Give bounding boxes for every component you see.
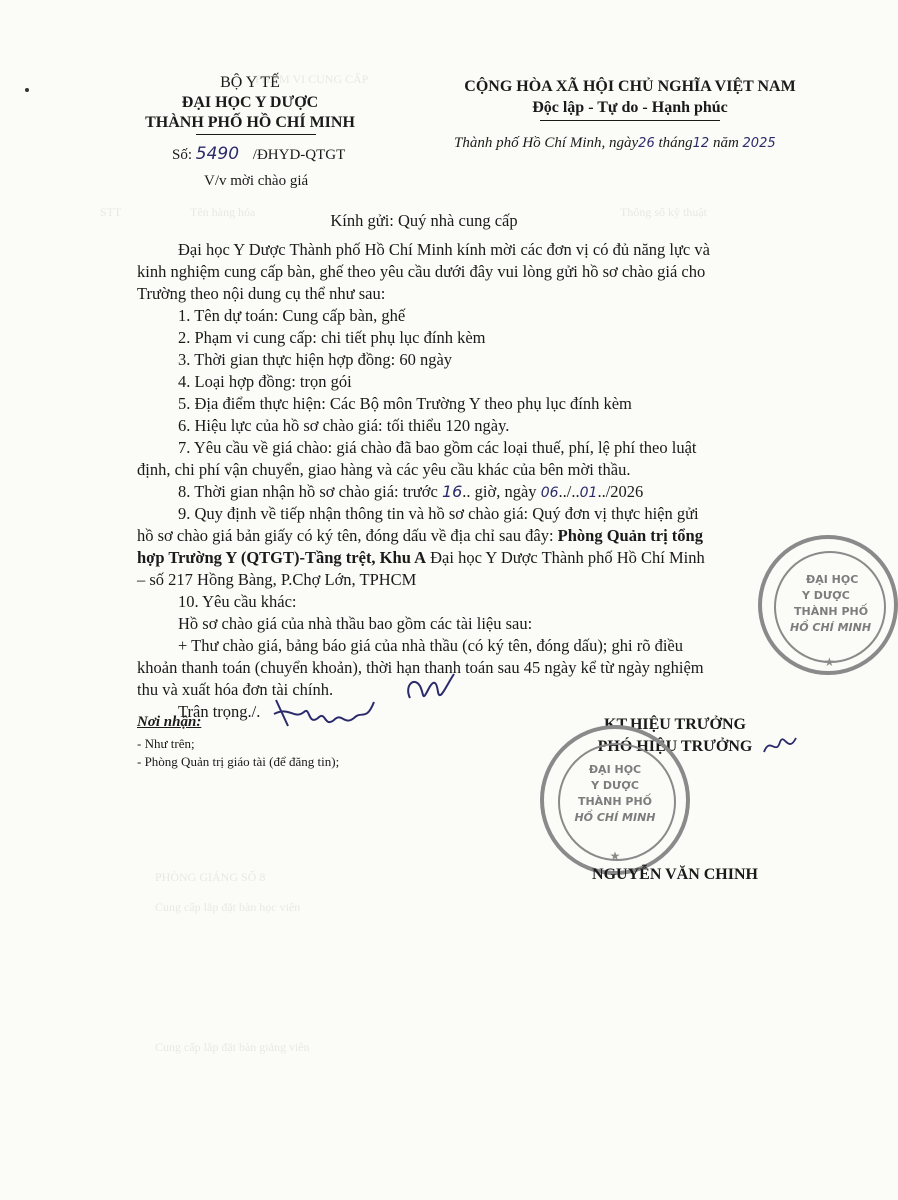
item-9-text-2: Đại học Y Dược Thành phố Hồ Chí Minh (430, 548, 705, 567)
handwritten-signature-left (270, 692, 380, 732)
header-right-underline (540, 120, 720, 121)
item-1: 1. Tên dự toán: Cung cấp bàn, ghế (178, 306, 406, 325)
initial-scribble (402, 668, 462, 710)
item-10: 10. Yêu cầu khác: (178, 592, 297, 611)
item-10-a: Hồ sơ chào giá của nhà thầu bao gồm các tài liệu sau: (178, 614, 533, 633)
item-8-day: 06 (540, 485, 559, 501)
issue-date (454, 135, 776, 152)
item-9-bold-2: hợp Trường Y (QTGT)-Tầng trệt, Khu A (137, 548, 426, 567)
signer-role-2: PHÓ HIỆU TRƯỞNG (597, 738, 753, 755)
stamp-star-icon: ★ (609, 849, 621, 863)
header-left-underline (196, 134, 316, 135)
recipient-1: - Như trên; (137, 736, 195, 751)
item-9-line-2 (137, 525, 703, 547)
stamp-line-1: ĐẠI HỌC (588, 763, 642, 776)
stamp-line-2: Y DƯỢC (591, 779, 639, 792)
date-year: 2025 (742, 136, 776, 151)
item-9-text-1: hồ sơ chào giá bản giấy có ký tên, đóng dấu về địa chỉ sau đây: (137, 526, 554, 545)
recipients-title: Nơi nhận: (137, 714, 202, 730)
official-stamp (540, 725, 690, 875)
partial-stamp (758, 535, 898, 675)
item-7-line-1: 7. Yêu cầu về giá chào: giá chào đã bao gồm các loại thuế, phí, lệ phí theo luật (178, 438, 697, 457)
item-8-mid: .. giờ, ngày (462, 482, 537, 501)
partial-stamp-line-1: ĐẠI HỌC (806, 573, 859, 586)
item-10-c: khoản thanh toán (chuyển khoản), thời hạn thanh toán sau 45 ngày kể từ ngày nghiệm (137, 658, 704, 677)
partial-stamp-line-2: Y DƯỢC (802, 589, 850, 602)
closing-line: Trân trọng./. (178, 702, 261, 721)
date-day: 26 (638, 136, 655, 151)
document-number (172, 144, 345, 164)
item-8-sep: ../.. (558, 482, 580, 501)
signer-role-1: KT.HIỆU TRƯỞNG (604, 716, 746, 733)
intro-line-3: Trường theo nội dung cụ thể như sau: (137, 284, 386, 303)
university-name-line1: ĐẠI HỌC Y DƯỢC (181, 94, 319, 111)
item-9-line-1: 9. Quy định về tiếp nhận thông tin và hồ sơ chào giá: Quý đơn vị thực hiện gửi (178, 504, 699, 523)
item-9-line-3 (137, 547, 705, 569)
date-month: 12 (692, 136, 710, 151)
item-2: 2. Phạm vi cung cấp: chi tiết phụ lục đính kèm (178, 328, 486, 347)
doc-no-prefix: Số: (172, 147, 193, 163)
date-year-label: năm (712, 135, 739, 151)
intro-line-2: kinh nghiệm cung cấp bàn, ghế theo yêu cầu dưới đây vui lòng gửi hồ sơ chào giá cho (137, 262, 706, 281)
signer-name: NGUYỄN VĂN CHINH (592, 866, 758, 883)
item-5: 5. Địa điểm thực hiện: Các Bộ môn Trường Y theo phụ lục đính kèm (178, 394, 632, 413)
item-8-hour: 16 (441, 482, 463, 501)
signer-mark (760, 730, 800, 760)
recipient-2: - Phòng Quản trị giáo tài (để đăng tin); (137, 754, 340, 769)
item-10-d: thu và xuất hóa đơn tài chính. (137, 680, 334, 699)
item-8-end: ../2026 (597, 482, 644, 501)
scan-speck (25, 88, 29, 92)
item-7-line-2: định, chi phí vận chuyển, giao hàng và các yêu cầu khác của bên mời thầu. (137, 460, 631, 479)
date-month-label: tháng (658, 135, 693, 151)
item-6: 6. Hiệu lực của hồ sơ chào giá: tối thiểu 120 ngày. (178, 416, 510, 435)
item-3: 3. Thời gian thực hiện hợp đồng: 60 ngày (178, 350, 453, 369)
item-8 (178, 481, 643, 505)
item-10-b: + Thư chào giá, bảng báo giá của nhà thầu (có ký tên, đóng dấu); ghi rõ điều (178, 636, 684, 655)
partial-stamp-line-4: HỒ CHÍ MINH (790, 621, 872, 634)
subject-line: V/v mời chào giá (204, 173, 309, 189)
partial-stamp-star-icon: ★ (824, 655, 835, 669)
item-8-month: 01 (579, 485, 598, 501)
date-prefix: Thành phố Hồ Chí Minh, ngày (454, 135, 639, 151)
national-motto: Độc lập - Tự do - Hạnh phúc (532, 99, 728, 116)
stamp-line-3: THÀNH PHỐ (577, 795, 653, 808)
item-9-line-4: – số 217 Hồng Bàng, P.Chợ Lớn, TPHCM (137, 570, 417, 589)
ministry-name: BỘ Y TẾ (220, 74, 280, 91)
nation-name: CỘNG HÒA XÃ HỘI CHỦ NGHĨA VIỆT NAM (464, 78, 796, 95)
item-4: 4. Loại hợp đồng: trọn gói (178, 372, 352, 391)
doc-no-handwritten: 5490 (195, 144, 240, 164)
intro-line-1: Đại học Y Dược Thành phố Hồ Chí Minh kính mời các đơn vị có đủ năng lực và (178, 240, 710, 259)
item-8-prefix: 8. Thời gian nhận hồ sơ chào giá: trước (178, 482, 438, 501)
salutation: Kính gửi: Quý nhà cung cấp (330, 211, 518, 230)
partial-stamp-line-3: THÀNH PHỐ (794, 605, 869, 618)
doc-no-suffix: /ĐHYD-QTGT (252, 147, 346, 163)
university-name-line2: THÀNH PHỐ HỒ CHÍ MINH (145, 114, 355, 131)
item-9-bold-1: Phòng Quản trị tổng (557, 526, 703, 545)
stamp-line-4: HỒ CHÍ MINH (574, 811, 656, 824)
